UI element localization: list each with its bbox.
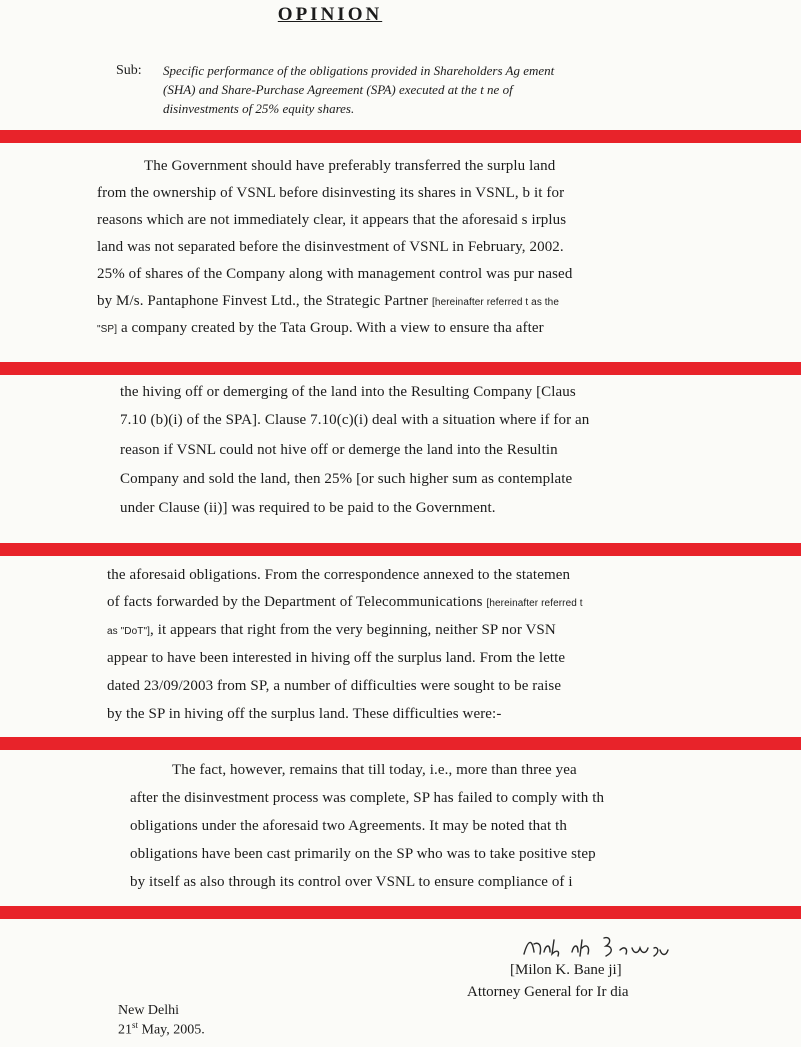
excerpt2-line-5: under Clause (ii)] was required to be paid to the Government. (120, 500, 496, 516)
excerpt1-line-2: from the ownership of VSNL before disinvesting its shares in VSNL, b it for (97, 185, 565, 201)
excerpt4-line-5: by itself as also through its control over VSNL to ensure compliance of i (130, 874, 573, 890)
subject-line-3: disinvestments of 25% equity shares. (163, 101, 355, 116)
excerpt1-line-6-text: by M/s. Pantaphone Finvest Ltd., the Strategic Partner (97, 293, 429, 309)
excerpt4-line-4: obligations have been cast primarily on the SP who was to take positive step (130, 846, 596, 862)
excerpt1-line-5: 25% of shares of the Company along with management control was pur nased (97, 266, 573, 282)
signatory-name: [Milon K. Bane ji] (510, 962, 622, 978)
handwritten-signature (520, 930, 680, 966)
excerpt1-small-sp: "SP] (97, 324, 118, 335)
redaction-bar (0, 906, 801, 919)
excerpt3-small-dot: as "DoT"] (107, 626, 151, 637)
excerpt2-line-1: the hiving off or demerging of the land into the Resulting Company [Claus (120, 384, 576, 400)
excerpt3-line-5: dated 23/09/2003 from SP, a number of difficulties were sought to be raise (107, 678, 562, 694)
excerpt3-line-3 (107, 622, 556, 639)
excerpt3-line-1: the aforesaid obligations. From the correspondence annexed to the statemen (107, 567, 571, 583)
excerpt4-line-1: The fact, however, remains that till today, i.e., more than three yea (172, 762, 577, 778)
excerpt1-line-4: land was not separated before the disinvestment of VSNL in February, 2002. (97, 239, 564, 255)
excerpt1-line-3: reasons which are not immediately clear, it appears that the aforesaid s irplus (97, 212, 567, 228)
excerpt3-line-4: appear to have been interested in hiving off the surplus land. From the lette (107, 650, 566, 666)
redaction-bar (0, 362, 801, 375)
subject-line-1: Specific performance of the obligations provided in Shareholders Ag ement (163, 63, 555, 78)
excerpt3-line-2 (107, 594, 583, 611)
excerpt3-line-3-text: , it appears that right from the very beginning, neither SP nor VSN (150, 622, 556, 638)
excerpt2-line-4: Company and sold the land, then 25% [or such higher sum as contemplate (120, 471, 573, 487)
redaction-bar (0, 737, 801, 750)
excerpt4-line-2: after the disinvestment process was complete, SP has failed to comply with th (130, 790, 605, 806)
signatory-role: Attorney General for Ir dia (467, 984, 629, 1000)
excerpt4-line-3: obligations under the aforesaid two Agreements. It may be noted that th (130, 818, 567, 834)
excerpt1-small-note: [hereinafter referred t as the (432, 297, 560, 308)
excerpt1-line-7-text: a company created by the Tata Group. With a view to ensure tha after (120, 320, 544, 336)
excerpt1-line-1: The Government should have preferably transferred the surplu land (144, 158, 556, 174)
date (118, 1020, 205, 1039)
subject-line-2: (SHA) and Share-Purchase Agreement (SPA) executed at the t ne of (163, 82, 513, 97)
excerpt3-line-2-text: of facts forwarded by the Department of Telecommunications (107, 594, 483, 610)
date-suffix: st (132, 1020, 139, 1030)
redaction-bar (0, 130, 801, 143)
excerpt2-line-2: 7.10 (b)(i) of the SPA]. Clause 7.10(c)(i) deal with a situation where if for an (120, 412, 590, 428)
excerpt1-line-6 (97, 293, 559, 310)
excerpt2-line-3: reason if VSNL could not hive off or demerge the land into the Resultin (120, 442, 558, 458)
excerpt3-small-note: [hereinafter referred t (486, 598, 583, 609)
place: New Delhi (118, 1003, 180, 1018)
date-rest: May, 2005. (138, 1022, 205, 1038)
subject-label: Sub: (116, 63, 142, 78)
redaction-bar (0, 543, 801, 556)
document-title: OPINION (277, 4, 383, 25)
excerpt3-line-6: by the SP in hiving off the surplus land. These difficulties were:- (107, 706, 502, 722)
excerpt1-line-7 (97, 320, 544, 337)
date-day: 21 (118, 1022, 132, 1038)
